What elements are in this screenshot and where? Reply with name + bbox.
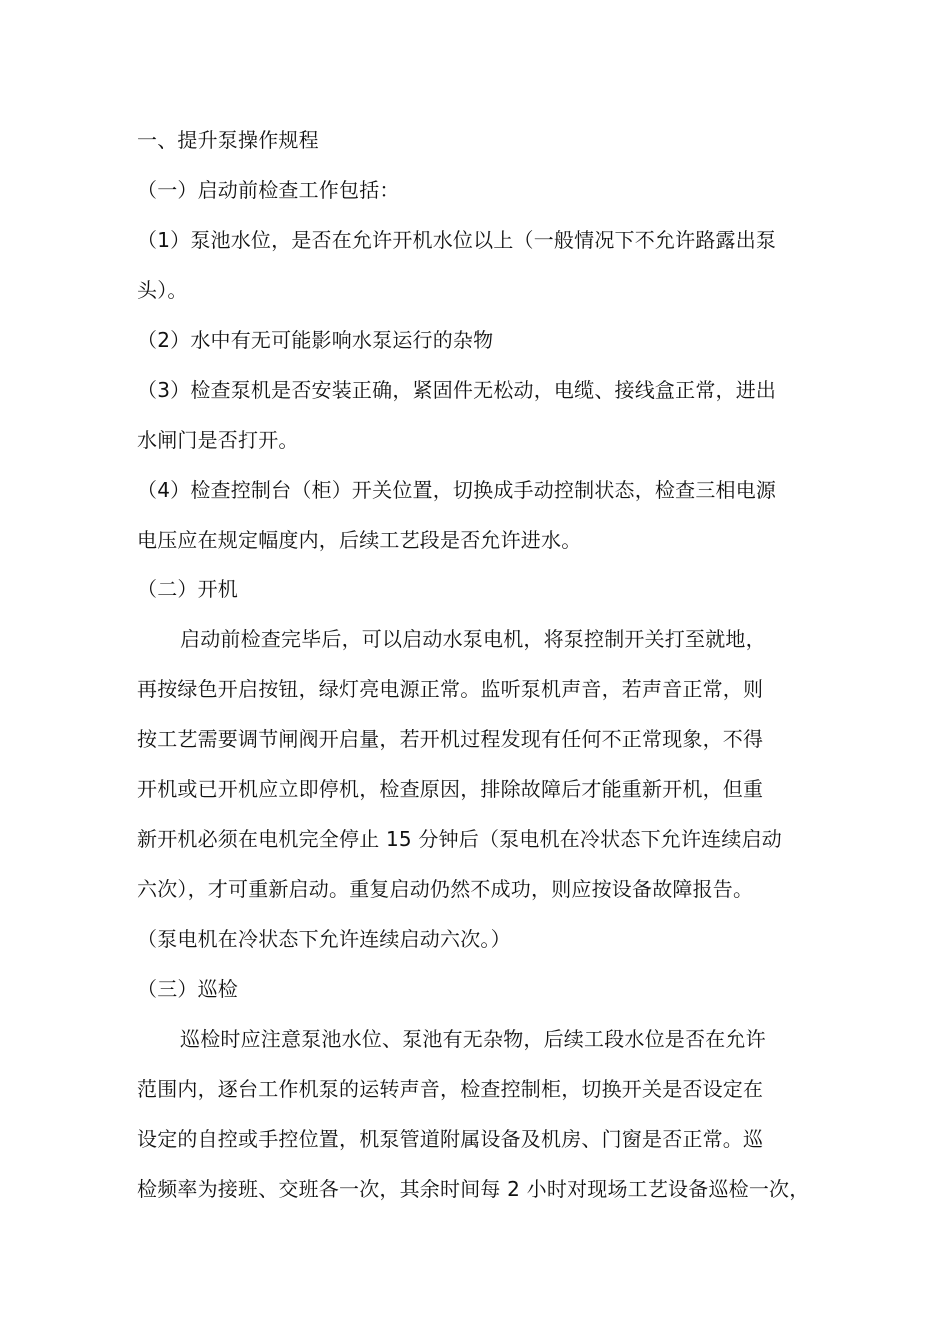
section-1-heading: （一）启动前检查工作包括： (137, 178, 400, 202)
section-2-paragraph-line: 再按绿色开启按钮，绿灯亮电源正常。监听泵机声音，若声音正常，则 (137, 677, 764, 701)
section-1-item-1-line-1: （1）泵池水位，是否在允许开机水位以上（一般情况下不允许路露出泵 (137, 228, 777, 252)
section-2-heading: （二）开机 (137, 577, 238, 601)
section-2-paragraph-line: 新开机必须在电机完全停止 15 分钟后（泵电机在冷状态下允许连续启动 (137, 827, 782, 851)
section-1-item-4-line-2: 电压应在规定幅度内，后续工艺段是否允许进水。 (137, 528, 582, 552)
section-2-paragraph-line: （泵电机在冷状态下允许连续启动六次。） (137, 927, 511, 951)
section-1-item-3-line-1: （3）检查泵机是否安装正确，紧固件无松动，电缆、接线盒正常，进出 (137, 378, 777, 402)
section-1-item-3-line-2: 水闸门是否打开。 (137, 428, 299, 452)
section-2-paragraph-line: 六次），才可重新启动。重复启动仍然不成功，则应按设备故障报告。 (137, 877, 754, 901)
document-title: 一、提升泵操作规程 (137, 128, 319, 152)
section-2-paragraph-line: 开机或已开机应立即停机，检查原因，排除故障后才能重新开机，但重 (137, 777, 764, 801)
section-3-paragraph-line: 范围内，逐台工作机泵的运转声音，检查控制柜，切换开关是否设定在 (137, 1077, 764, 1101)
section-1-item-1-line-2: 头）。 (137, 278, 188, 302)
section-1-item-4-line-1: （4）检查控制台（柜）开关位置，切换成手动控制状态，检查三相电源 (137, 478, 777, 502)
section-3-heading: （三）巡检 (137, 977, 238, 1001)
section-1-item-2-line-1: （2）水中有无可能影响水泵运行的杂物 (137, 328, 494, 352)
section-2-paragraph-line: 按工艺需要调节闸阀开启量，若开机过程发现有任何不正常现象，不得 (137, 727, 764, 751)
section-3-paragraph-line: 巡检时应注意泵池水位、泵池有无杂物，后续工段水位是否在允许 (180, 1027, 766, 1051)
section-3-paragraph-line: 检频率为接班、交班各一次，其余时间每 2 小时对现场工艺设备巡检一次， (137, 1177, 810, 1201)
section-2-paragraph-line: 启动前检查完毕后，可以启动水泵电机，将泵控制开关打至就地， (180, 627, 766, 651)
section-3-paragraph-line: 设定的自控或手控位置，机泵管道附属设备及机房、门窗是否正常。巡 (137, 1127, 764, 1151)
